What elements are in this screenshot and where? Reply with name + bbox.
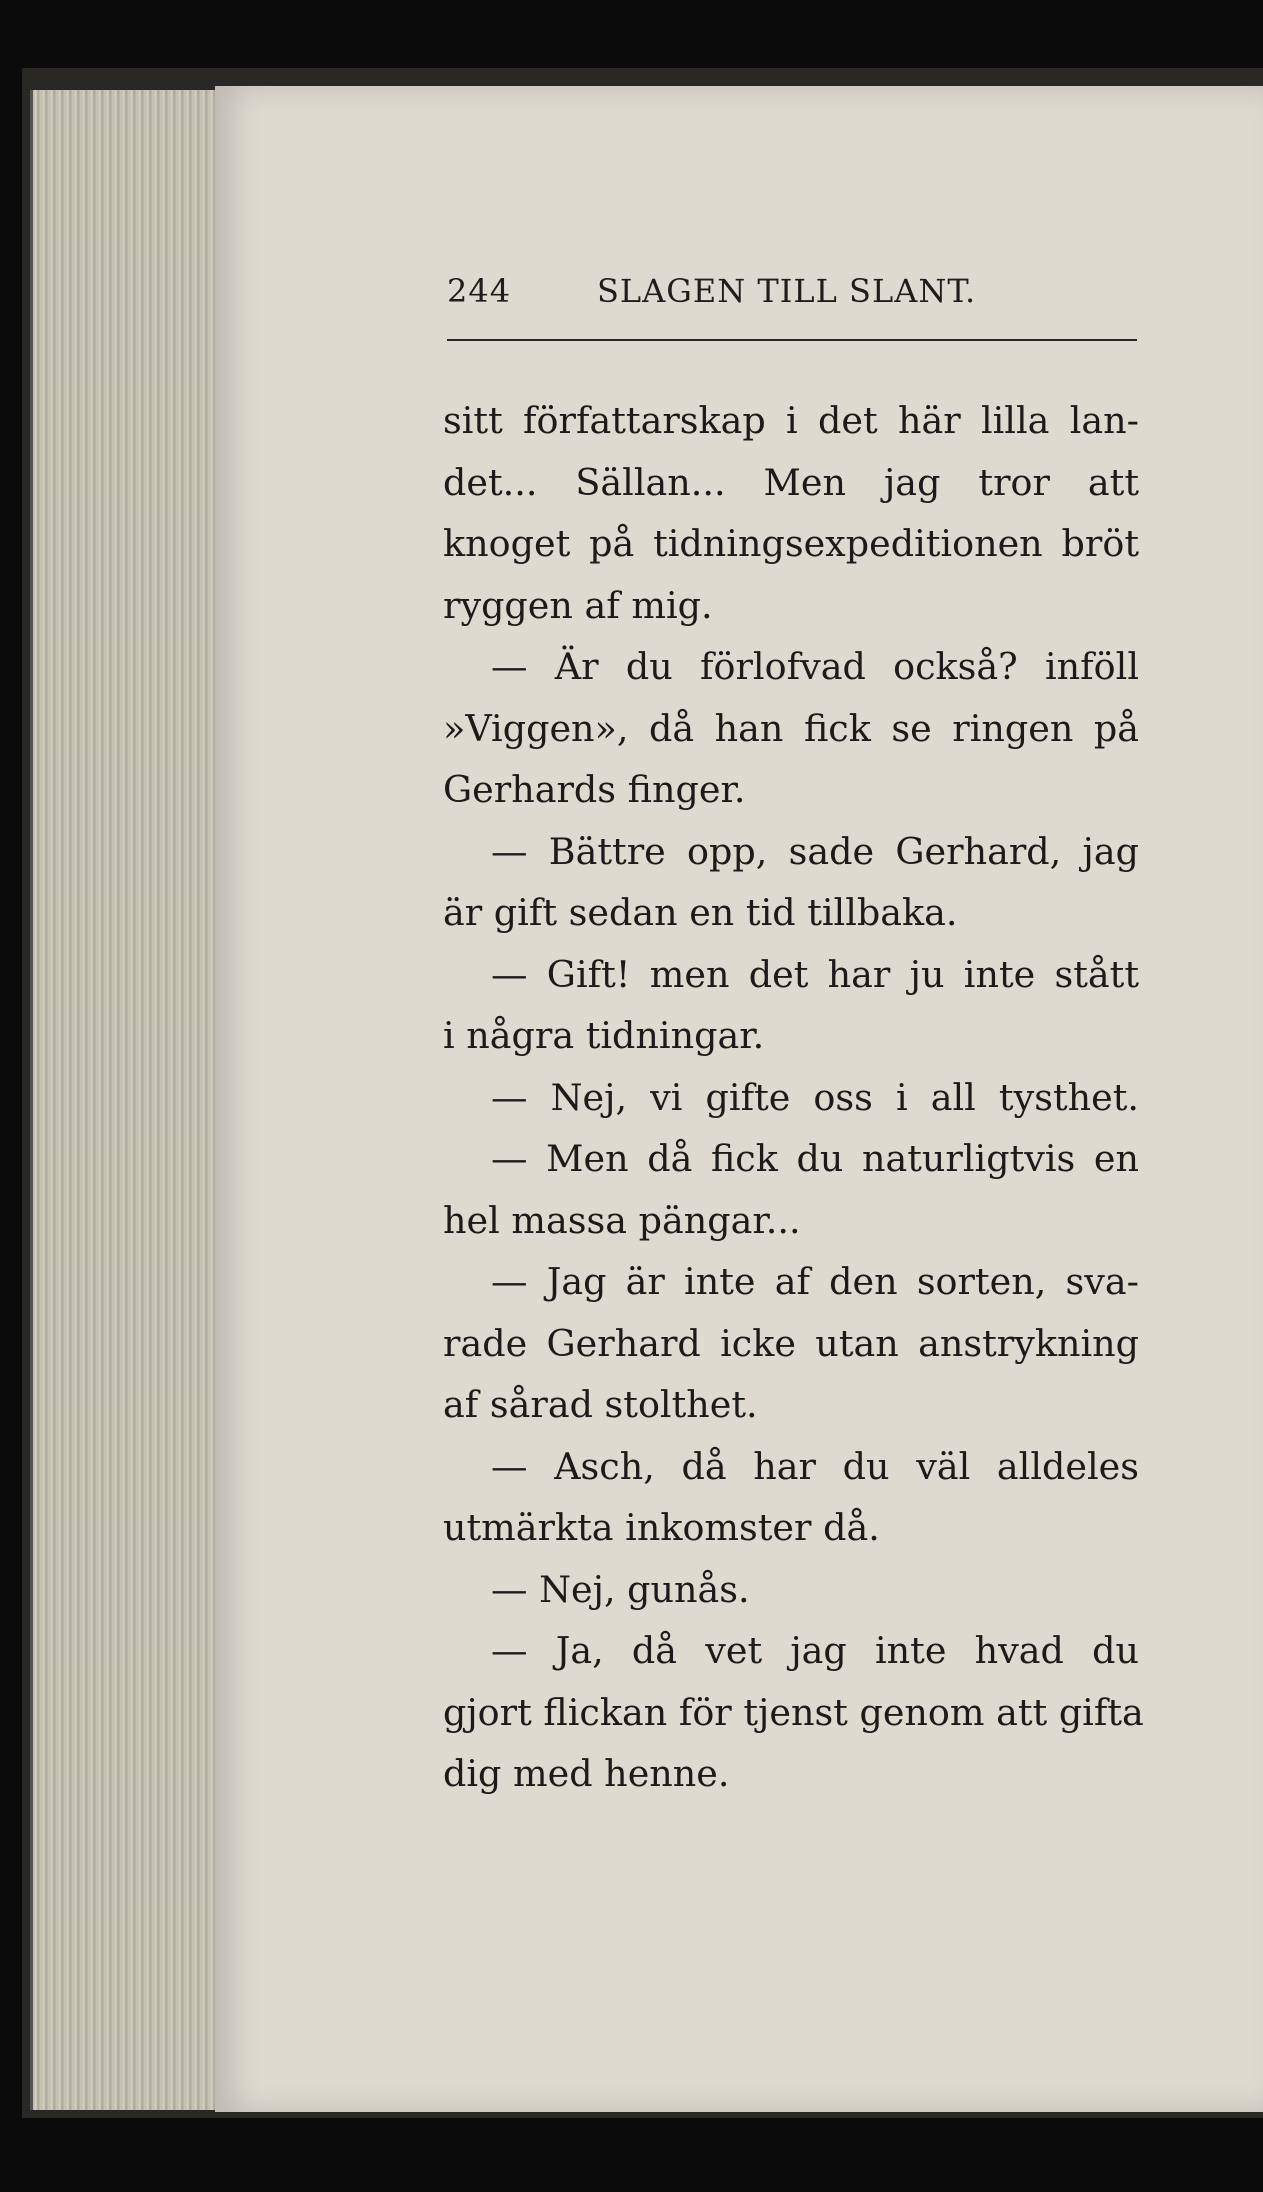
text-line: rade Gerhard icke utan anstrykning (443, 1321, 1139, 1365)
text-line: dig med henne. (443, 1752, 730, 1795)
text-line: — Nej, gunås. (491, 1567, 750, 1611)
text-line: utmärkta inkomster då. (443, 1506, 880, 1549)
text-line: — Gift! men det har ju inte stått (491, 952, 1139, 996)
text-line: — Men då fick du naturligtvis en (491, 1137, 1139, 1180)
page-header (447, 272, 1137, 332)
text-line: ryggen af mig. (443, 583, 713, 627)
text-line: — Bättre opp, sade Gerhard, jag (491, 829, 1139, 873)
page-number: 244 (447, 272, 512, 310)
text-line: hel massa pängar... (443, 1198, 801, 1242)
text-line: knoget på tidningsexpeditionen bröt (443, 522, 1139, 565)
text-line: af sårad stolthet. (443, 1383, 758, 1426)
page-edges (30, 90, 223, 2110)
header-rule (447, 339, 1137, 341)
text-line: — Ja, då vet jag inte hvad du (491, 1629, 1139, 1672)
text-line: »Viggen», då han fick se ringen på (443, 706, 1139, 750)
text-line: — Är du förlofvad också? inföll (491, 645, 1139, 688)
text-line: — Nej, vi gifte oss i all tysthet. (491, 1075, 1139, 1119)
text-line: det... Sällan... Men jag tror att (443, 460, 1139, 504)
text-line: — Asch, då har du väl alldeles (491, 1444, 1139, 1488)
text-line: — Jag är inte af den sorten, sva- (491, 1260, 1139, 1303)
text-line: gjort flickan för tjenst genom att gifta (443, 1690, 1144, 1734)
body-text (443, 390, 1144, 1805)
text-line: i några tidningar. (443, 1014, 765, 1057)
text-line: Gerhards finger. (443, 768, 746, 811)
text-line: är gift sedan en tid tillbaka. (443, 891, 958, 934)
running-title: SLAGEN TILL SLANT. (597, 272, 977, 310)
text-line: sitt författarskap i det här lilla lan- (443, 399, 1139, 442)
